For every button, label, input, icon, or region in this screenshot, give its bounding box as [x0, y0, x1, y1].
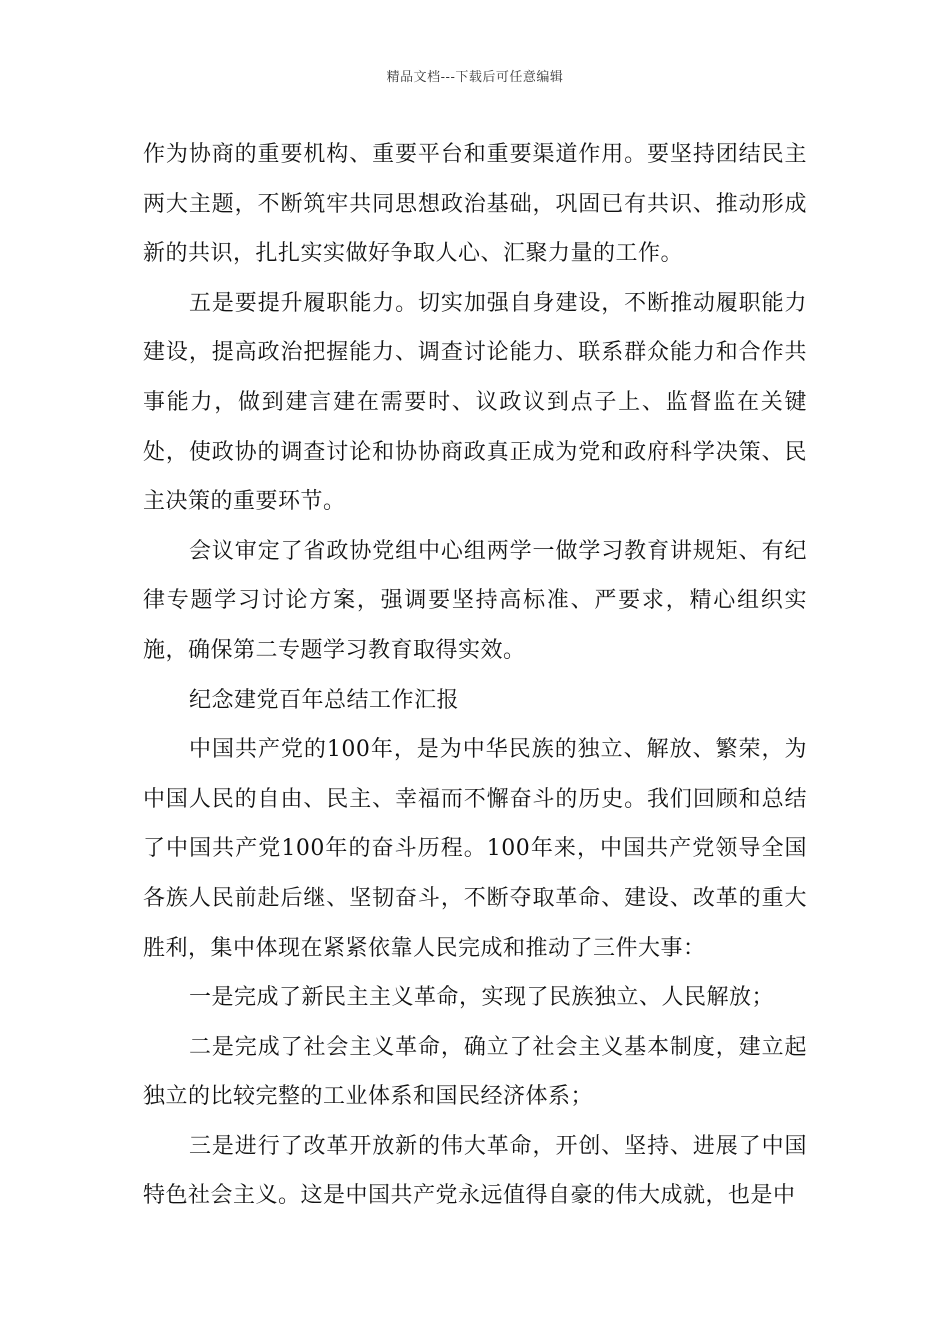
paragraph-continuation: 作为协商的重要机构、重要平台和重要渠道作用。要坚持团结民主两大主题，不断筑牢共同思想政治基础，巩固已有共识、推动形成新的共识，扎扎实实做好争取人心、汇聚力量的工作。: [143, 142, 807, 267]
page-header: 精品文档---下载后可任意编辑: [386, 70, 564, 85]
paragraph-first-achievement: 一是完成了新民主主义革命，实现了民族独立、人民解放；: [189, 985, 775, 1011]
paragraph-meeting-review: 会议审定了省政协党组中心组两学一做学习教育讲规矩、有纪律专题学习讨论方案，强调要坚持高标准、严要求，精心组织实施，确保第二专题学习教育取得实效。: [143, 538, 807, 663]
paragraph-centennial-history: 中国共产党的100年，是为中华民族的独立、解放、繁荣，为中国人民的自由、民主、幸福而不懈奋斗的历史。我们回顾和总结了中国共产党100年的奋斗历程。100年来，中国共产党领导全国各族人民前赴后继、坚韧奋斗，不断夺取革命、建设、改革的重大胜利，集中体现在紧紧依靠人民完成和推动了三件大事：: [143, 737, 807, 961]
paragraph-third-achievement: 三是进行了改革开放新的伟大革命，开创、坚持、进展了中国特色社会主义。这是中国共产党永远值得自豪的伟大成就，也是中: [143, 1133, 807, 1209]
paragraph-second-achievement: 二是完成了社会主义革命，确立了社会主义基本制度，建立起独立的比较完整的工业体系和国民经济体系；: [143, 1034, 807, 1110]
document-body: [143, 130, 807, 1221]
section-heading: 纪念建党百年总结工作汇报: [189, 687, 460, 713]
paragraph-performance-ability: 五是要提升履职能力。切实加强自身建设，不断推动履职能力建设，提高政治把握能力、调查讨论能力、联系群众能力和合作共事能力，做到建言建在需要时、议政议到点子上、监督监在关键处，使政协的调查讨论和协协商政真正成为党和政府科学决策、民主决策的重要环节。: [143, 290, 807, 515]
